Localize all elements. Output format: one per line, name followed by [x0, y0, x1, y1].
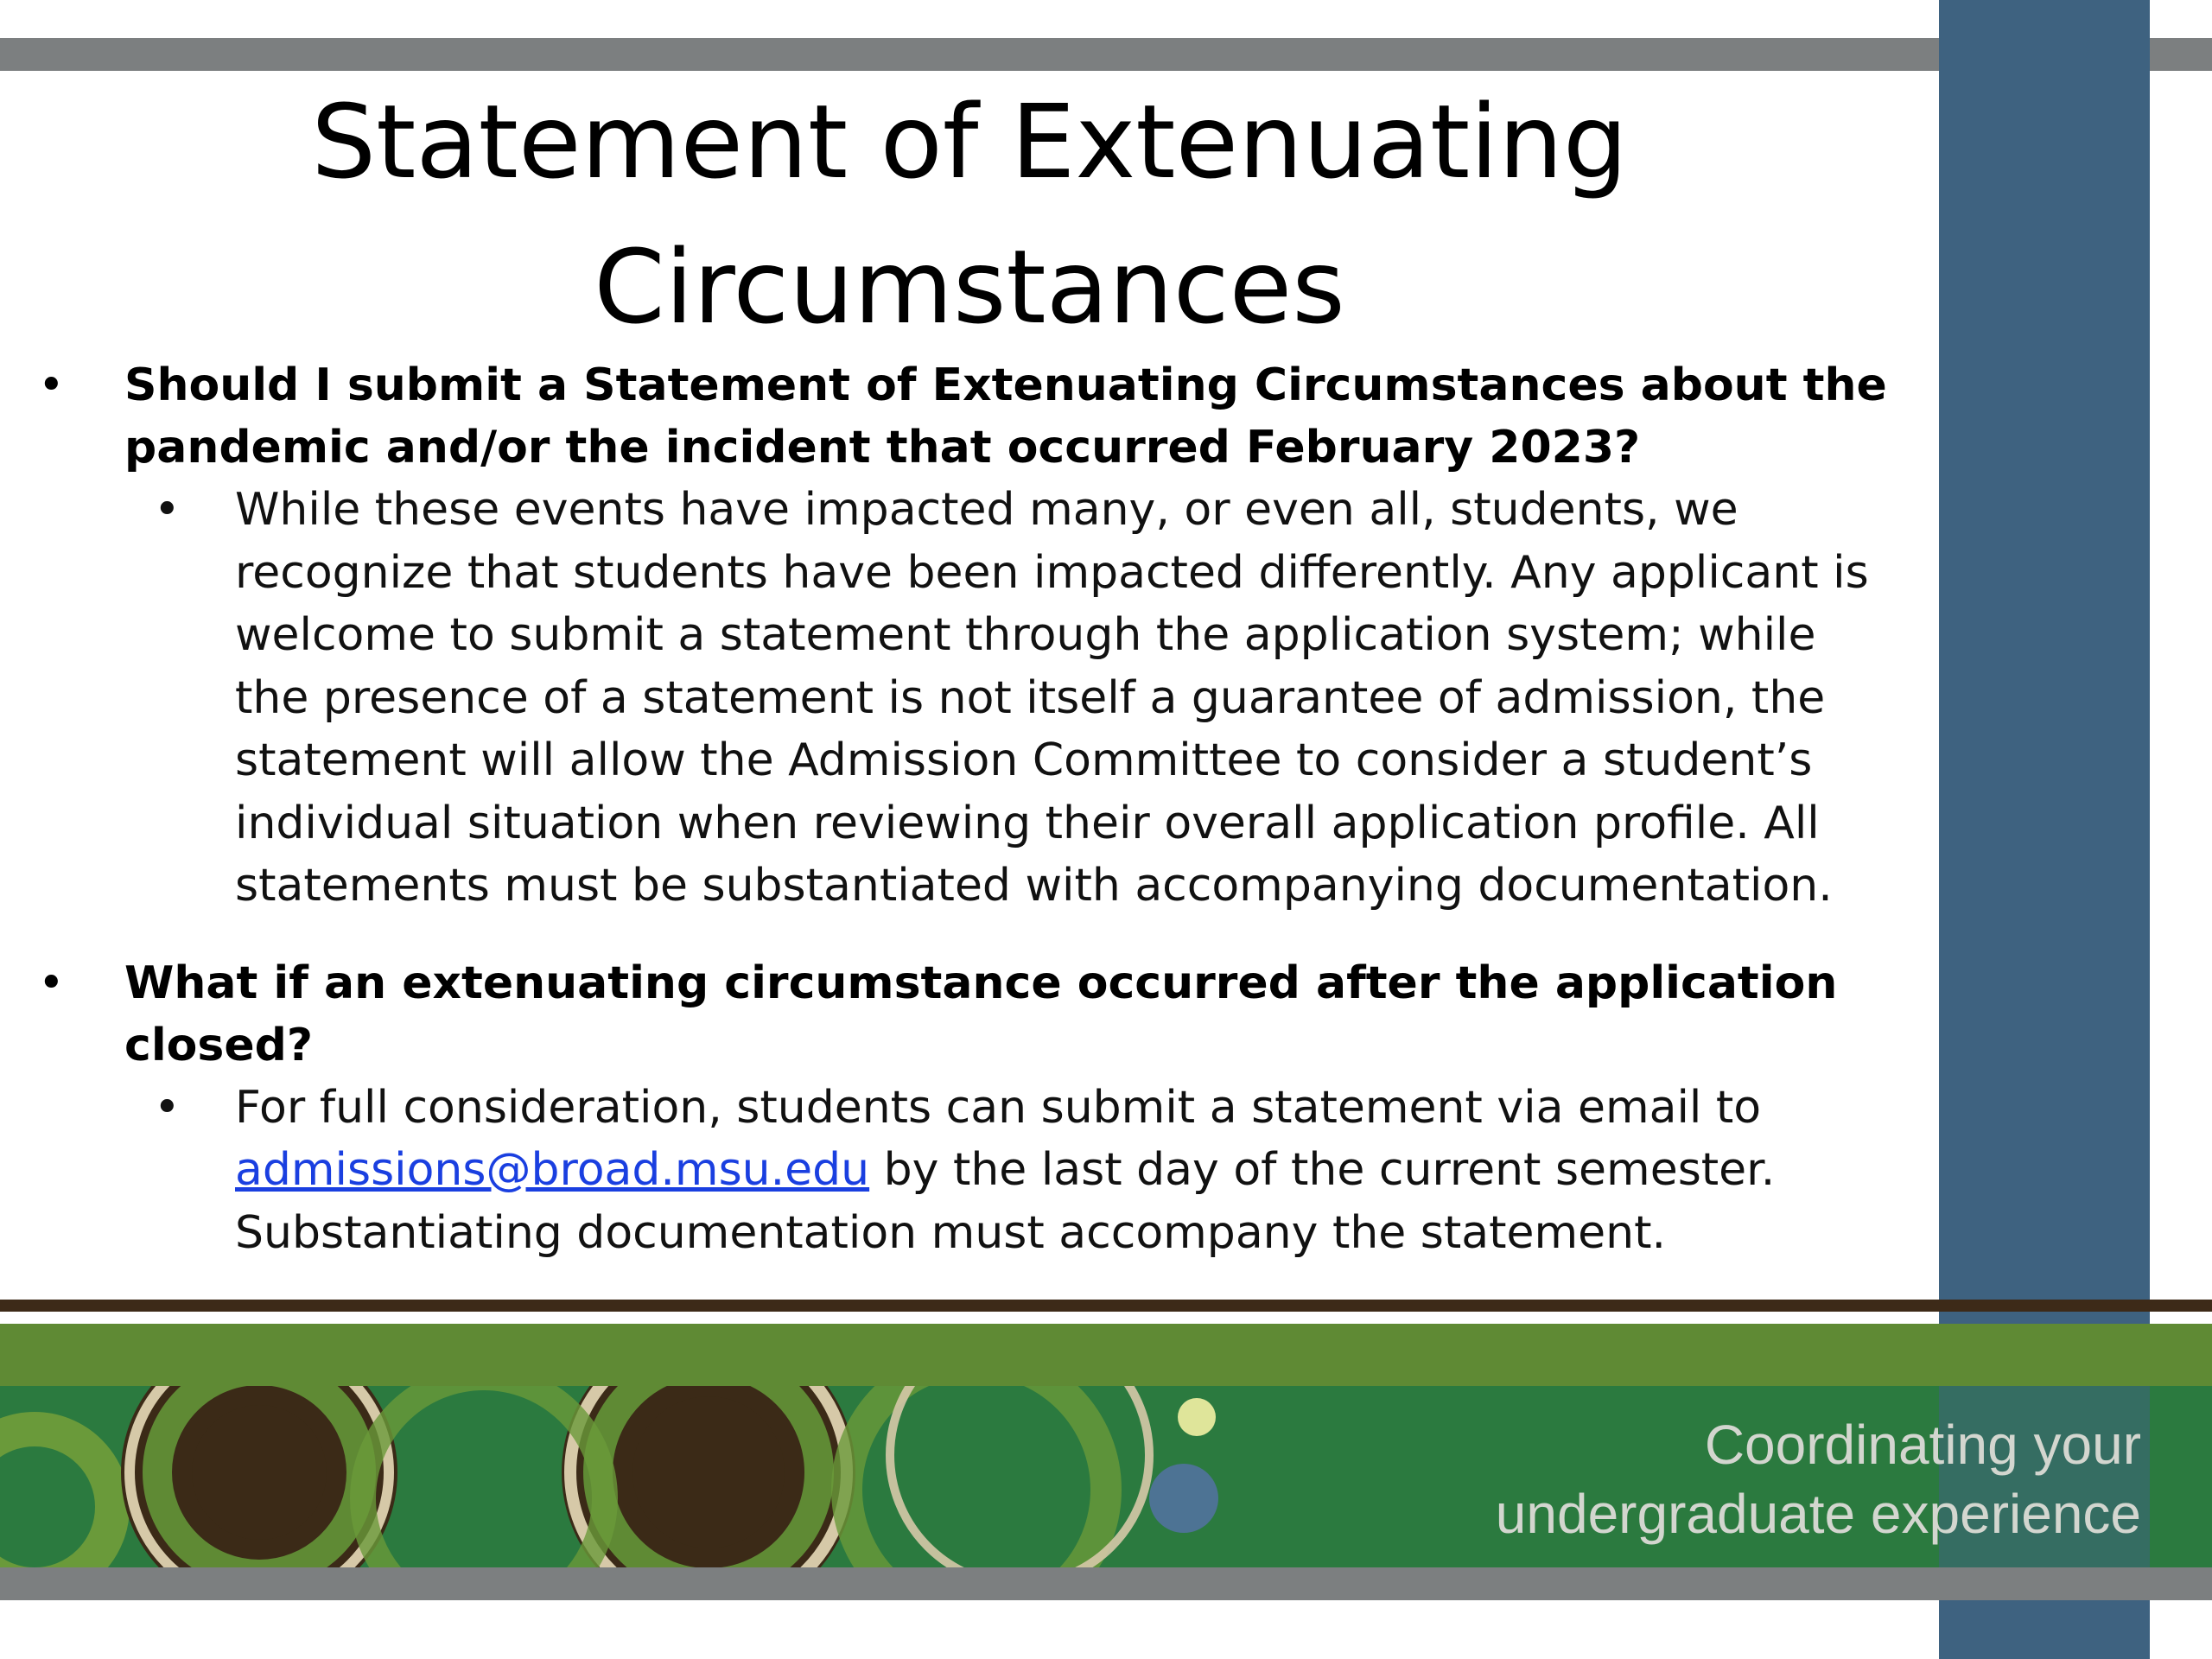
question-2-text: What if an extenuating circumstance occurred after the application closed?: [124, 957, 1838, 1071]
slide-title: [0, 69, 1939, 359]
admissions-email-link[interactable]: admissions@broad.msu.edu: [235, 1144, 870, 1196]
tagline-line-1: Coordinating your: [1704, 1414, 2141, 1476]
spacer: [0, 918, 1901, 952]
bottom-gray-bar: [0, 1567, 2212, 1600]
tagline-line-2: undergraduate experience: [1495, 1483, 2141, 1545]
footer-green-band: [0, 1324, 2212, 1386]
bullet-icon: •: [38, 957, 65, 1009]
question-1: [0, 354, 1901, 479]
answer-2: [0, 1077, 1901, 1265]
bullet-icon: •: [38, 359, 65, 411]
footer-tagline: [1496, 1410, 2141, 1548]
bullet-icon: •: [154, 484, 181, 536]
title-line-1: Statement of Extenuating: [311, 82, 1628, 201]
slide-body: [0, 354, 1901, 1264]
answer-1: [0, 479, 1901, 918]
question-1-text: Should I submit a Statement of Extenuating Circumstances about the pandemic and/or the incident that occurred February 2023?: [124, 359, 1887, 474]
answer-1-text: While these events have impacted many, or even all, students, we recognize that students have been impacted differently. Any applicant is welcome to submit a statement through the application system; while the presence of a statement is not itself a guarantee of admission, the statement will allow the Admission Committee to consider a student’s individual situation when reviewing their overall application profile. All statements must be substantiated with accompanying documentation.: [235, 484, 1869, 912]
bullet-icon: •: [154, 1081, 181, 1134]
title-line-2: Circumstances: [594, 227, 1345, 346]
answer-2-text-after-link: by the last day of the current semester. Substantiating documentation must accompany the statement.: [235, 1144, 1776, 1259]
top-gray-bar: [0, 38, 2212, 71]
answer-2-text-before-link: For full consideration, students can submit a statement via email to: [235, 1081, 1762, 1134]
question-2: [0, 952, 1901, 1077]
footer-divider-line: [0, 1300, 2212, 1312]
